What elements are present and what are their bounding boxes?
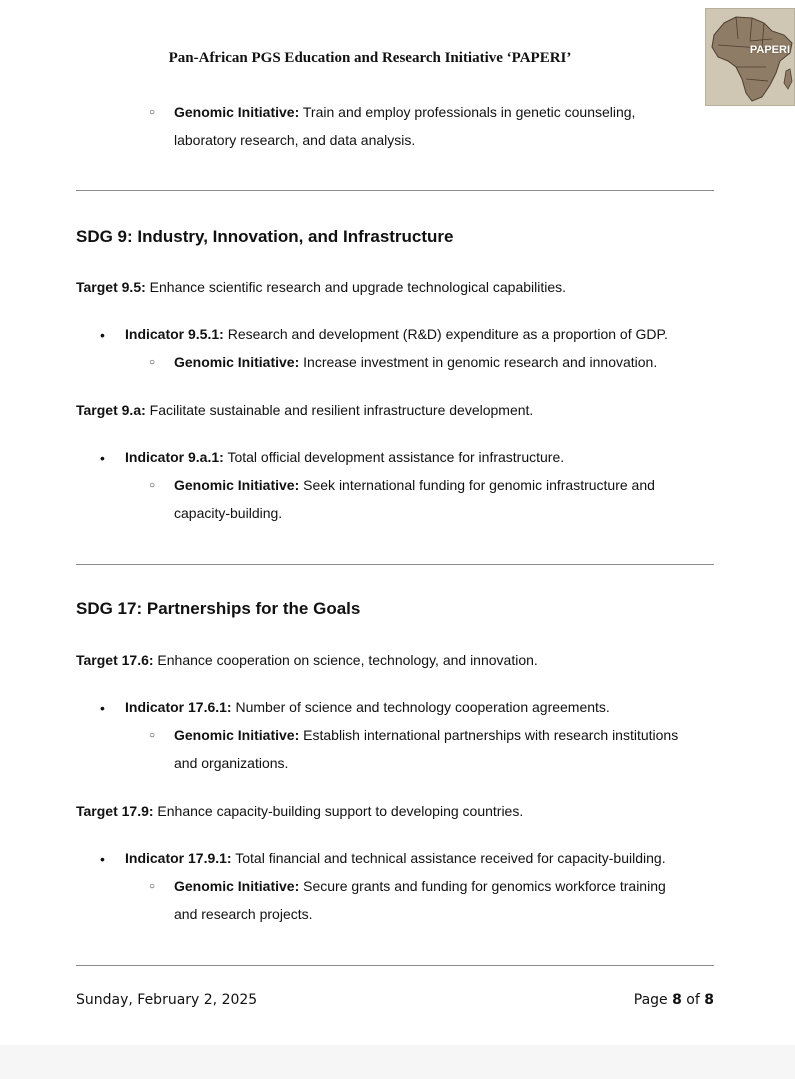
page-mid: of xyxy=(681,992,705,1008)
target-text: Enhance capacity-building support to developing countries. xyxy=(153,803,524,819)
sub-bullet-marker: ○ xyxy=(149,357,156,368)
target-17-6 xyxy=(76,651,538,669)
genomic-initiative-item xyxy=(174,726,678,744)
paperi-logo xyxy=(705,8,795,106)
page-total: 8 xyxy=(704,992,714,1008)
indicator-label: Indicator 17.9.1: xyxy=(125,850,232,866)
footer-divider xyxy=(76,965,714,966)
sdg17-heading: SDG 17: Partnerships for the Goals xyxy=(76,599,361,618)
sub-bullet-marker: ○ xyxy=(149,730,156,741)
africa-map-icon xyxy=(706,9,795,106)
footer-page-number xyxy=(634,992,714,1008)
indicator-9-5-1 xyxy=(125,325,668,343)
target-text: Enhance cooperation on science, technology, and innovation. xyxy=(153,652,538,668)
item-label: Genomic Initiative: xyxy=(174,104,300,120)
indicator-9-a-1 xyxy=(125,448,564,466)
item-label: Genomic Initiative: xyxy=(174,727,300,743)
genomic-initiative-item xyxy=(174,476,655,494)
viewer-bottom-band xyxy=(0,1045,795,1079)
item-label: Genomic Initiative: xyxy=(174,477,300,493)
footer-date: Sunday, February 2, 2025 xyxy=(76,992,258,1008)
target-label: Target 17.6: xyxy=(76,652,154,668)
indicator-label: Indicator 17.6.1: xyxy=(125,699,232,715)
document-header-title: Pan-African PGS Education and Research Initiative ‘PAPERI’ xyxy=(168,50,572,66)
sdg9-heading: SDG 9: Industry, Innovation, and Infrastructure xyxy=(76,227,454,246)
target-9-a xyxy=(76,401,533,419)
target-text: Enhance scientific research and upgrade technological capabilities. xyxy=(145,279,567,295)
genomic-initiative-item-cont: capacity-building. xyxy=(174,505,283,521)
indicator-text: Research and development (R&D) expenditure as a proportion of GDP. xyxy=(223,326,668,342)
indicator-text: Number of science and technology cooperation agreements. xyxy=(231,699,610,715)
sub-bullet-marker: ○ xyxy=(149,480,156,491)
section-divider xyxy=(76,564,714,565)
item-text: Train and employ professionals in genetic counseling, xyxy=(299,104,636,120)
indicator-text: Total financial and technical assistance received for capacity-building. xyxy=(231,850,666,866)
sub-bullet-marker: ○ xyxy=(149,107,156,118)
page-current: 8 xyxy=(672,992,682,1008)
section-divider xyxy=(76,190,714,191)
indicator-17-6-1 xyxy=(125,698,610,716)
sub-bullet-marker: ○ xyxy=(149,881,156,892)
target-label: Target 9.5: xyxy=(76,279,146,295)
indicator-text: Total official development assistance for infrastructure. xyxy=(223,449,565,465)
genomic-initiative-item xyxy=(174,103,635,121)
item-label: Genomic Initiative: xyxy=(174,878,300,894)
target-text: Facilitate sustainable and resilient infrastructure development. xyxy=(145,402,534,418)
item-text: Establish international partnerships with research institutions xyxy=(299,727,679,743)
indicator-label: Indicator 9.a.1: xyxy=(125,449,224,465)
bullet-marker: • xyxy=(100,851,105,867)
genomic-initiative-item-cont: laboratory research, and data analysis. xyxy=(174,132,416,148)
page-prefix: Page xyxy=(633,992,673,1008)
genomic-initiative-item xyxy=(174,877,666,895)
bullet-marker: • xyxy=(100,450,105,466)
item-text: Increase investment in genomic research and innovation. xyxy=(299,354,658,370)
logo-text: PAPERI xyxy=(749,44,790,56)
item-text: Seek international funding for genomic infrastructure and xyxy=(299,477,655,493)
item-label: Genomic Initiative: xyxy=(174,354,300,370)
item-text: Secure grants and funding for genomics workforce training xyxy=(299,878,666,894)
bullet-marker: • xyxy=(100,700,105,716)
target-17-9 xyxy=(76,802,523,820)
bullet-marker: • xyxy=(100,327,105,343)
indicator-17-9-1 xyxy=(125,849,666,867)
target-label: Target 9.a: xyxy=(76,402,146,418)
genomic-initiative-item-cont: and organizations. xyxy=(174,755,289,771)
genomic-initiative-item xyxy=(174,353,657,371)
target-label: Target 17.9: xyxy=(76,803,154,819)
genomic-initiative-item-cont: and research projects. xyxy=(174,906,313,922)
indicator-label: Indicator 9.5.1: xyxy=(125,326,224,342)
target-9-5 xyxy=(76,278,566,296)
